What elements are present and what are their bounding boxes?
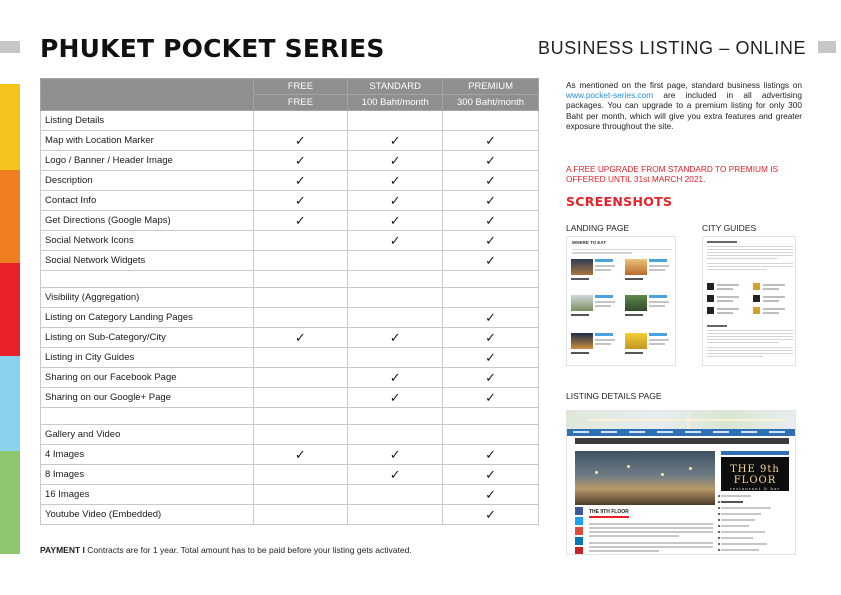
feature-label: Get Directions (Google Maps) <box>41 211 254 231</box>
empty-cell <box>253 388 348 408</box>
intro-text-1: As mentioned on the first page, standard business listings on <box>566 80 802 90</box>
city-heading <box>707 241 737 243</box>
brand-title: PHUKET POCKET SERIES <box>40 34 385 63</box>
tier-premium-header: PREMIUM <box>443 79 539 95</box>
intro-paragraph <box>566 80 802 131</box>
table-row <box>41 231 539 251</box>
google-plus-icon <box>575 527 583 535</box>
feature-label: Logo / Banner / Header Image <box>41 151 254 171</box>
stripe-green <box>0 451 20 554</box>
landing-page-screenshot <box>566 236 676 366</box>
empty-cell <box>253 271 348 288</box>
details-map-strip <box>567 411 796 429</box>
promo-notice: A FREE UPGRADE FROM STANDARD TO PREMIUM IS OFFERED UNTIL 31st MARCH 2021. <box>566 164 779 184</box>
facebook-icon <box>575 507 583 515</box>
check-icon: ✓ <box>443 191 539 211</box>
feature-label: 4 Images <box>41 445 254 465</box>
check-icon: ✓ <box>348 151 443 171</box>
price-premium: 300 Baht/month <box>443 95 539 111</box>
city-guide-entry <box>707 307 793 315</box>
check-icon: ✓ <box>253 328 348 348</box>
check-icon: ✓ <box>253 191 348 211</box>
check-icon: ✓ <box>443 171 539 191</box>
empty-cell <box>253 111 348 131</box>
empty-cell <box>253 288 348 308</box>
details-business-logo <box>721 457 789 491</box>
table-row <box>41 151 539 171</box>
payment-text: Contracts are for 1 year. Total amount has to be paid before your listing gets activated. <box>84 545 412 555</box>
check-icon: ✓ <box>443 348 539 368</box>
check-icon: ✓ <box>348 131 443 151</box>
table-row <box>41 408 539 425</box>
details-venue-photo <box>575 451 715 505</box>
check-icon: ✓ <box>348 368 443 388</box>
empty-cell <box>443 271 539 288</box>
check-icon: ✓ <box>443 388 539 408</box>
header-marker-left <box>0 41 20 53</box>
landing-card <box>625 295 671 322</box>
table-row <box>41 368 539 388</box>
stripe-orange <box>0 170 20 263</box>
feature-label: Gallery and Video <box>41 425 254 445</box>
tier-standard-header: STANDARD <box>348 79 443 95</box>
empty-cell <box>253 408 348 425</box>
check-icon: ✓ <box>348 465 443 485</box>
check-icon: ✓ <box>443 445 539 465</box>
check-icon: ✓ <box>348 171 443 191</box>
empty-cell <box>348 251 443 271</box>
check-icon: ✓ <box>443 251 539 271</box>
feature-label <box>41 271 254 288</box>
empty-cell <box>443 408 539 425</box>
empty-cell <box>348 485 443 505</box>
feature-label: Listing in City Guides <box>41 348 254 368</box>
check-icon: ✓ <box>253 211 348 231</box>
details-logo-tagline: restaurant & bar <box>729 486 781 491</box>
empty-cell <box>253 425 348 445</box>
intro-text-2: are included in all advertising packages. You can upgrade to a premium listing for only 300 Baht per month, which will give you extra features and greater exposure throughout the site. <box>566 90 802 131</box>
table-row <box>41 348 539 368</box>
page-subtitle: BUSINESS LISTING – ONLINE <box>538 38 807 58</box>
city-guide-entry <box>707 283 793 291</box>
twitter-icon <box>575 517 583 525</box>
pocket-series-link[interactable]: www.pocket-series.com <box>566 90 654 101</box>
pinterest-icon <box>575 547 583 555</box>
check-icon: ✓ <box>348 191 443 211</box>
check-icon: ✓ <box>253 131 348 151</box>
empty-cell <box>253 348 348 368</box>
empty-cell <box>443 425 539 445</box>
landing-tabs <box>572 252 632 254</box>
table-header-row <box>41 79 539 95</box>
check-icon: ✓ <box>443 151 539 171</box>
check-icon: ✓ <box>443 505 539 525</box>
table-row <box>41 308 539 328</box>
check-icon: ✓ <box>348 328 443 348</box>
empty-cell <box>253 308 348 328</box>
table-row <box>41 445 539 465</box>
table-row <box>41 388 539 408</box>
table-row <box>41 425 539 445</box>
check-icon: ✓ <box>443 328 539 348</box>
listing-details-screenshot <box>566 410 796 555</box>
feature-label: Description <box>41 171 254 191</box>
stripe-blue <box>0 356 20 451</box>
empty-cell <box>348 505 443 525</box>
screenshots-title: SCREENSHOTS <box>566 194 673 209</box>
check-icon: ✓ <box>443 211 539 231</box>
empty-cell <box>253 485 348 505</box>
city-guide-entry <box>707 295 793 303</box>
header-marker-right <box>818 41 836 53</box>
feature-label: Sharing on our Facebook Page <box>41 368 254 388</box>
check-icon: ✓ <box>443 231 539 251</box>
linkedin-icon <box>575 537 583 545</box>
feature-label: Listing on Sub-Category/City <box>41 328 254 348</box>
table-row <box>41 191 539 211</box>
price-free: FREE <box>253 95 348 111</box>
table-row <box>41 328 539 348</box>
payment-label: PAYMENT I <box>40 545 85 555</box>
empty-cell <box>348 408 443 425</box>
table-row <box>41 485 539 505</box>
landing-card <box>571 295 617 322</box>
empty-cell <box>348 111 443 131</box>
landing-card <box>571 259 617 286</box>
check-icon: ✓ <box>253 151 348 171</box>
payment-note <box>40 545 412 555</box>
check-icon: ✓ <box>443 465 539 485</box>
check-icon: ✓ <box>443 131 539 151</box>
feature-label: Map with Location Marker <box>41 131 254 151</box>
feature-label: Listing on Category Landing Pages <box>41 308 254 328</box>
pricing-table <box>40 78 539 525</box>
landing-heading: WHERE TO EAT <box>572 240 607 245</box>
landing-card <box>571 333 617 360</box>
empty-cell <box>348 348 443 368</box>
city-guides-screenshot <box>702 236 796 366</box>
landing-page-caption: LANDING PAGE <box>566 223 630 233</box>
table-row <box>41 211 539 231</box>
feature-label: Social Network Widgets <box>41 251 254 271</box>
feature-label: 8 Images <box>41 465 254 485</box>
check-icon: ✓ <box>443 308 539 328</box>
check-icon: ✓ <box>348 388 443 408</box>
check-icon: ✓ <box>348 445 443 465</box>
feature-label: Sharing on our Google+ Page <box>41 388 254 408</box>
feature-header <box>41 79 254 95</box>
empty-cell <box>253 465 348 485</box>
stripe-yellow <box>0 84 20 170</box>
check-icon: ✓ <box>253 171 348 191</box>
feature-label: 16 Images <box>41 485 254 505</box>
table-row <box>41 288 539 308</box>
details-nav-bar <box>567 429 796 436</box>
landing-tabs-line <box>572 249 672 250</box>
feature-label: Visibility (Aggregation) <box>41 288 254 308</box>
table-row <box>41 271 539 288</box>
empty-cell <box>348 271 443 288</box>
check-icon: ✓ <box>348 231 443 251</box>
empty-cell <box>443 288 539 308</box>
check-icon: ✓ <box>443 485 539 505</box>
feature-label: Social Network Icons <box>41 231 254 251</box>
feature-header-blank <box>41 95 254 111</box>
table-price-row <box>41 95 539 111</box>
table-row <box>41 171 539 191</box>
feature-label <box>41 408 254 425</box>
check-icon: ✓ <box>443 368 539 388</box>
empty-cell <box>253 251 348 271</box>
table-row <box>41 251 539 271</box>
table-row <box>41 131 539 151</box>
empty-cell <box>348 288 443 308</box>
empty-cell <box>348 425 443 445</box>
city-guides-caption: CITY GUIDES <box>702 223 757 233</box>
listing-details-caption: LISTING DETAILS PAGE <box>566 391 662 401</box>
price-standard: 100 Baht/month <box>348 95 443 111</box>
details-logo-text: THE 9th FLOOR <box>730 464 780 486</box>
check-icon: ✓ <box>253 445 348 465</box>
details-sidebar-tabs <box>721 451 789 455</box>
empty-cell <box>253 368 348 388</box>
table-row <box>41 505 539 525</box>
feature-label: Youtube Video (Embedded) <box>41 505 254 525</box>
empty-cell <box>253 505 348 525</box>
empty-cell <box>253 231 348 251</box>
table-row <box>41 111 539 131</box>
empty-cell <box>348 308 443 328</box>
feature-label: Listing Details <box>41 111 254 131</box>
tier-free-header: FREE <box>253 79 348 95</box>
landing-card <box>625 259 671 286</box>
landing-card <box>625 333 671 360</box>
feature-label: Contact Info <box>41 191 254 211</box>
table-row <box>41 465 539 485</box>
stripe-red <box>0 263 20 356</box>
empty-cell <box>443 111 539 131</box>
details-business-name: THE 9TH FLOOR <box>589 509 629 515</box>
details-breadcrumb <box>575 438 789 444</box>
check-icon: ✓ <box>348 211 443 231</box>
